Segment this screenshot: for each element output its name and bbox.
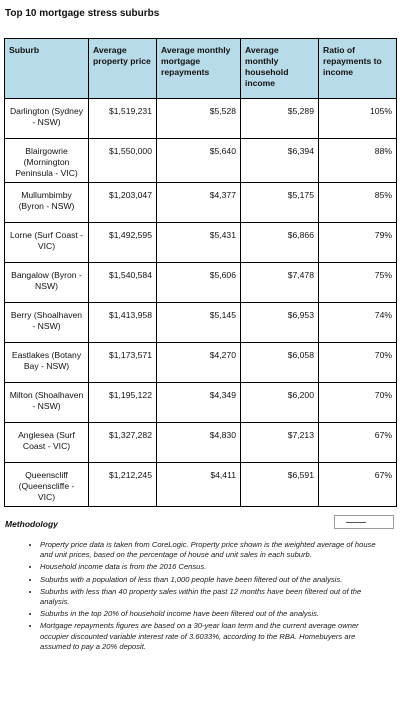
repayments-cell: $4,411 [157,463,241,507]
table-row [5,183,397,223]
list-item: • Suburbs in the top 20% of household income have been filtered out of the analysis. [40,609,376,619]
income-cell: $6,953 [241,303,319,343]
table-row [5,343,397,383]
table-row [5,463,397,507]
list-item: • Household income data is from the 2016 Census. [40,562,376,572]
ratio-cell: 79% [319,223,397,263]
list-item: • Suburbs with a population of less than 1,000 people have been filtered out of the analysis. [40,575,376,585]
page-title: Top 10 mortgage stress suburbs [5,8,160,19]
repayments-cell: $4,270 [157,343,241,383]
column-header-ratio: Ratio of repayments to income [319,39,397,99]
suburb-cell: Blairgowrie (Mornington Peninsula - VIC) [5,139,89,183]
income-cell: $7,478 [241,263,319,303]
ratio-cell: 67% [319,423,397,463]
repayments-cell: $4,830 [157,423,241,463]
ratio-cell: 88% [319,139,397,183]
table-row [5,223,397,263]
ratio-cell: 67% [319,463,397,507]
ratio-cell: 70% [319,343,397,383]
income-cell: $6,866 [241,223,319,263]
methodology-notes [24,540,376,654]
table-row [5,99,397,139]
property-price-cell: $1,519,231 [89,99,157,139]
repayments-cell: $5,640 [157,139,241,183]
list-item: • Suburbs with less than 40 property sales within the past 12 months have been filtered out of the analysis. [40,587,376,607]
table-row [5,139,397,183]
column-header-property-price: Average property price [89,39,157,99]
suburb-cell: Queenscliff (Queenscliffe - VIC) [5,463,89,507]
mortgage-stress-table [4,38,397,507]
property-price-cell: $1,492,595 [89,223,157,263]
property-price-cell: $1,327,282 [89,423,157,463]
income-cell: $6,591 [241,463,319,507]
suburb-cell: Berry (Shoalhaven - NSW) [5,303,89,343]
repayments-cell: $5,145 [157,303,241,343]
income-cell: $5,289 [241,99,319,139]
property-price-cell: $1,540,584 [89,263,157,303]
column-header-suburb: Suburb [5,39,89,99]
suburb-cell: Darlington (Sydney - NSW) [5,99,89,139]
property-price-cell: $1,550,000 [89,139,157,183]
suburb-cell: Mullumbimby (Byron - NSW) [5,183,89,223]
list-item: • Mortgage repayments figures are based on a 30-year loan term and the current average owner occupier discounted variable interest rate of 3.6033%, according to the RBA. Homebuyers are assumed to pay a 20% deposit. [40,621,376,652]
minus-icon [346,522,366,523]
income-cell: $6,058 [241,343,319,383]
suburb-cell: Milton (Shoalhaven - NSW) [5,383,89,423]
income-cell: $5,175 [241,183,319,223]
table-row [5,303,397,343]
repayments-cell: $5,431 [157,223,241,263]
ratio-cell: 75% [319,263,397,303]
suburb-cell: Bangalow (Byron - NSW) [5,263,89,303]
income-cell: $6,394 [241,139,319,183]
column-header-household-income: Average monthly household income [241,39,319,99]
property-price-cell: $1,195,122 [89,383,157,423]
ratio-cell: 74% [319,303,397,343]
suburb-cell: Eastlakes (Botany Bay - NSW) [5,343,89,383]
methodology-heading: Methodology [5,519,58,529]
collapse-toggle-button[interactable] [334,515,394,529]
table-row [5,423,397,463]
table-header-row [5,39,397,99]
repayments-cell: $5,528 [157,99,241,139]
property-price-cell: $1,212,245 [89,463,157,507]
list-item: • Property price data is taken from CoreLogic. Property price shown is the weighted average of house and unit prices, based on the percentage of house and unit sales in each suburb. [40,540,376,560]
table-row [5,263,397,303]
income-cell: $7,213 [241,423,319,463]
repayments-cell: $4,377 [157,183,241,223]
ratio-cell: 105% [319,99,397,139]
property-price-cell: $1,413,958 [89,303,157,343]
property-price-cell: $1,203,047 [89,183,157,223]
suburb-cell: Anglesea (Surf Coast - VIC) [5,423,89,463]
ratio-cell: 85% [319,183,397,223]
column-header-monthly-repayments: Average monthly mortgage repayments [157,39,241,99]
repayments-cell: $4,349 [157,383,241,423]
table-row [5,383,397,423]
repayments-cell: $5,606 [157,263,241,303]
income-cell: $6,200 [241,383,319,423]
suburb-cell: Lorne (Surf Coast - VIC) [5,223,89,263]
property-price-cell: $1,173,571 [89,343,157,383]
ratio-cell: 70% [319,383,397,423]
